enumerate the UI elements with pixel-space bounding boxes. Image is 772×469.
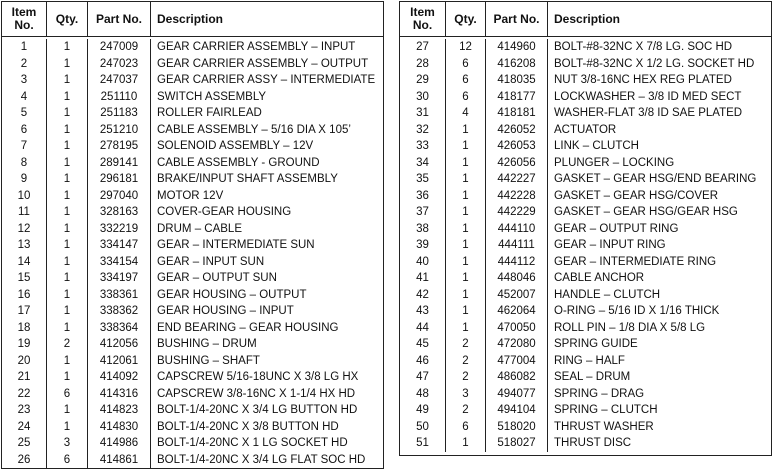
item-no-cell: 19 — [2, 336, 47, 353]
description-cell: GEAR HOUSING – INPUT — [157, 305, 294, 317]
item-no-cell: 7 — [2, 138, 47, 155]
table-row — [400, 353, 771, 370]
table-row — [2, 320, 383, 337]
part-no-cell: 251110 — [88, 89, 151, 106]
part-no-cell: 296181 — [88, 171, 151, 188]
part-no-cell: 518020 — [486, 419, 548, 436]
table-row — [400, 171, 771, 188]
table-row — [400, 303, 771, 320]
qty-cell: 1 — [47, 155, 88, 172]
item-no-cell: 25 — [2, 435, 47, 452]
description-cell: ROLL PIN – 1/8 DIA X 5/8 LG — [554, 321, 706, 334]
table-row — [2, 419, 383, 436]
qty-cell: 6 — [446, 72, 486, 89]
table-row — [400, 155, 771, 172]
qty-cell: 1 — [47, 402, 88, 419]
table-header — [400, 2, 771, 37]
qty-cell: 1 — [47, 303, 88, 320]
item-no-cell: 50 — [400, 419, 446, 436]
description-cell: BOLT-#8-32NC X 1/2 LG. SOCKET HD — [554, 57, 755, 70]
qty-cell: 1 — [446, 171, 486, 188]
part-no-cell: 334147 — [88, 237, 151, 254]
table-row — [400, 56, 771, 73]
description-cell: GEAR HOUSING – OUTPUT — [157, 288, 307, 301]
qty-cell: 3 — [446, 386, 486, 403]
part-no-cell: 247009 — [88, 39, 151, 56]
table-row — [400, 336, 771, 353]
part-no-cell: 418181 — [486, 105, 548, 122]
header-item-line2: No. — [412, 18, 433, 32]
header-item-line1: Item — [410, 5, 435, 19]
description-cell: BUSHING – DRUM — [157, 338, 257, 350]
item-no-cell: 23 — [2, 402, 47, 419]
qty-cell: 1 — [47, 254, 88, 271]
part-no-cell: 426053 — [486, 138, 548, 155]
part-no-cell: 412056 — [88, 336, 151, 353]
qty-cell: 12 — [446, 39, 486, 56]
qty-cell: 1 — [47, 221, 88, 238]
part-no-cell: 338364 — [88, 320, 151, 337]
table-row — [400, 39, 771, 56]
description-cell: GASKET – GEAR HSG/COVER — [554, 189, 719, 202]
table-row — [2, 452, 383, 469]
item-no-cell: 38 — [400, 221, 446, 238]
table-row — [2, 89, 383, 106]
qty-cell: 6 — [446, 56, 486, 73]
qty-cell: 1 — [47, 89, 88, 106]
part-no-cell: 452007 — [486, 287, 548, 304]
table-row — [400, 204, 771, 221]
qty-cell: 1 — [47, 237, 88, 254]
table-row — [400, 270, 771, 287]
qty-cell: 1 — [47, 105, 88, 122]
table-row — [2, 171, 383, 188]
qty-cell: 1 — [446, 138, 486, 155]
qty-cell: 1 — [47, 369, 88, 386]
part-no-cell: 418035 — [486, 72, 548, 89]
header-item-no — [2, 2, 47, 36]
description-cell: DRUM – CABLE — [157, 222, 242, 235]
description-cell: PLUNGER – LOCKING — [554, 156, 675, 169]
description-cell: SPRING – DRAG — [554, 387, 645, 400]
table-row — [2, 402, 383, 419]
part-no-cell: 414960 — [486, 39, 548, 56]
table-row — [2, 72, 383, 89]
item-no-cell: 32 — [400, 122, 446, 139]
description-cell: CABLE ASSEMBLY - GROUND — [157, 156, 320, 169]
part-no-cell: 338362 — [88, 303, 151, 320]
part-no-cell: 494104 — [486, 402, 548, 419]
part-no-cell: 414316 — [88, 386, 151, 403]
part-no-cell: 444110 — [486, 221, 548, 238]
description-cell: GEAR – OUTPUT RING — [554, 222, 679, 235]
qty-cell: 2 — [47, 336, 88, 353]
qty-cell: 1 — [47, 56, 88, 73]
description-cell: LINK – CLUTCH — [554, 140, 639, 152]
description-cell: LOCKWASHER – 3/8 ID MED SECT — [554, 90, 742, 103]
table-row — [400, 320, 771, 337]
parts-table-right — [399, 1, 772, 456]
qty-cell: 1 — [446, 221, 486, 238]
description-cell: ROLLER FAIRLEAD — [157, 107, 262, 119]
header-part-no: Part No. — [88, 2, 151, 36]
table-row — [2, 204, 383, 221]
part-no-cell: 414986 — [88, 435, 151, 452]
item-no-cell: 37 — [400, 204, 446, 221]
item-no-cell: 3 — [2, 72, 47, 89]
description-cell: BOLT-1/4-20NC X 1 LG SOCKET HD — [157, 437, 348, 449]
part-no-cell: 278195 — [88, 138, 151, 155]
qty-cell: 1 — [446, 155, 486, 172]
table-row — [2, 254, 383, 271]
table-row — [400, 419, 771, 436]
description-cell: END BEARING – GEAR HOUSING — [157, 321, 339, 334]
qty-cell: 1 — [47, 122, 88, 139]
item-no-cell: 41 — [400, 270, 446, 287]
description-cell: GEAR – OUTPUT SUN — [157, 272, 277, 284]
item-no-cell: 4 — [2, 89, 47, 106]
qty-cell: 1 — [47, 171, 88, 188]
item-no-cell: 12 — [2, 221, 47, 238]
part-no-cell: 444111 — [486, 237, 548, 254]
qty-cell: 1 — [47, 188, 88, 205]
item-no-cell: 39 — [400, 237, 446, 254]
table-body — [400, 37, 771, 452]
description-cell: BUSHING – SHAFT — [157, 354, 260, 367]
table-row — [2, 122, 383, 139]
description-cell: GEAR CARRIER ASSY – INTERMEDIATE — [157, 74, 376, 86]
item-no-cell: 18 — [2, 320, 47, 337]
item-no-cell: 8 — [2, 155, 47, 172]
item-no-cell: 42 — [400, 287, 446, 304]
part-no-cell: 442229 — [486, 204, 548, 221]
table-row — [400, 237, 771, 254]
table-header — [2, 2, 383, 37]
item-no-cell: 48 — [400, 386, 446, 403]
item-no-cell: 5 — [2, 105, 47, 122]
description-cell: MOTOR 12V — [157, 189, 224, 202]
item-no-cell: 45 — [400, 336, 446, 353]
item-no-cell: 29 — [400, 72, 446, 89]
description-cell: BOLT-1/4-20NC X 3/4 LG FLAT SOC HD — [157, 453, 366, 466]
description-cell: SPRING GUIDE — [554, 338, 638, 350]
item-no-cell: 26 — [2, 452, 47, 469]
header-description: Description — [554, 11, 621, 26]
part-no-cell: 462064 — [486, 303, 548, 320]
description-cell: CABLE ASSEMBLY – 5/16 DIA X 105’ — [157, 123, 351, 136]
table-row — [2, 56, 383, 73]
description-cell: CAPSCREW 3/8-16NC X 1-1/4 HX HD — [157, 387, 356, 400]
description-cell: BOLT-#8-32NC X 7/8 LG. SOC HD — [554, 41, 733, 53]
description-cell: SPRING – CLUTCH — [554, 404, 658, 416]
qty-cell: 6 — [47, 386, 88, 403]
parts-table-left — [1, 1, 384, 469]
header-item-no — [400, 2, 446, 36]
item-no-cell: 16 — [2, 287, 47, 304]
table-row — [2, 369, 383, 386]
qty-cell: 1 — [446, 204, 486, 221]
table-row — [400, 254, 771, 271]
table-row — [2, 138, 383, 155]
qty-cell: 2 — [446, 402, 486, 419]
description-cell: BRAKE/INPUT SHAFT ASSEMBLY — [157, 173, 338, 185]
description-cell: GEAR – INTERMEDIATE RING — [554, 255, 717, 268]
qty-cell: 1 — [446, 320, 486, 337]
qty-cell: 1 — [446, 303, 486, 320]
description-cell: COVER-GEAR HOUSING — [157, 206, 292, 218]
part-no-cell: 414861 — [88, 452, 151, 469]
qty-cell: 1 — [47, 72, 88, 89]
qty-cell: 2 — [446, 369, 486, 386]
table-row — [400, 386, 771, 403]
description-cell: GEAR – INPUT SUN — [157, 255, 265, 268]
part-no-cell: 426056 — [486, 155, 548, 172]
description-cell: GEAR CARRIER ASSEMBLY – OUTPUT — [157, 57, 369, 70]
table-row — [2, 353, 383, 370]
part-no-cell: 486082 — [486, 369, 548, 386]
qty-cell: 1 — [446, 287, 486, 304]
item-no-cell: 2 — [2, 56, 47, 73]
part-no-cell: 338361 — [88, 287, 151, 304]
part-no-cell: 334154 — [88, 254, 151, 271]
item-no-cell: 13 — [2, 237, 47, 254]
table-row — [2, 105, 383, 122]
item-no-cell: 14 — [2, 254, 47, 271]
table-row — [2, 435, 383, 452]
item-no-cell: 6 — [2, 122, 47, 139]
item-no-cell: 49 — [400, 402, 446, 419]
table-row — [400, 287, 771, 304]
item-no-cell: 27 — [400, 39, 446, 56]
part-no-cell: 418177 — [486, 89, 548, 106]
qty-cell: 1 — [47, 320, 88, 337]
description-cell: GASKET – GEAR HSG/END BEARING — [554, 173, 757, 185]
table-row — [2, 386, 383, 403]
header-part-no: Part No. — [486, 2, 548, 36]
table-row — [2, 303, 383, 320]
qty-cell: 2 — [446, 353, 486, 370]
description-cell: HANDLE – CLUTCH — [554, 288, 661, 301]
item-no-cell: 22 — [2, 386, 47, 403]
part-no-cell: 332219 — [88, 221, 151, 238]
part-no-cell: 416208 — [486, 56, 548, 73]
description-cell: SWITCH ASSEMBLY — [157, 90, 267, 103]
item-no-cell: 51 — [400, 435, 446, 452]
qty-cell: 1 — [446, 237, 486, 254]
part-no-cell: 477004 — [486, 353, 548, 370]
header-description: Description — [157, 11, 224, 26]
description-cell: THRUST DISC — [554, 437, 632, 449]
part-no-cell: 289141 — [88, 155, 151, 172]
item-no-cell: 11 — [2, 204, 47, 221]
table-row — [2, 221, 383, 238]
description-cell: ACTUATOR — [554, 123, 617, 136]
qty-cell: 1 — [47, 287, 88, 304]
item-no-cell: 15 — [2, 270, 47, 287]
qty-cell: 1 — [446, 254, 486, 271]
table-row — [400, 221, 771, 238]
item-no-cell: 47 — [400, 369, 446, 386]
item-no-cell: 43 — [400, 303, 446, 320]
part-no-cell: 444112 — [486, 254, 548, 271]
qty-cell: 1 — [446, 122, 486, 139]
item-no-cell: 35 — [400, 171, 446, 188]
description-cell: RING – HALF — [554, 354, 625, 367]
item-no-cell: 36 — [400, 188, 446, 205]
description-cell: GEAR CARRIER ASSEMBLY – INPUT — [157, 41, 356, 53]
part-no-cell: 442227 — [486, 171, 548, 188]
part-no-cell: 414830 — [88, 419, 151, 436]
qty-cell: 6 — [47, 452, 88, 469]
item-no-cell: 17 — [2, 303, 47, 320]
qty-cell: 1 — [47, 204, 88, 221]
part-no-cell: 426052 — [486, 122, 548, 139]
table-row — [400, 188, 771, 205]
qty-cell: 1 — [47, 419, 88, 436]
item-no-cell: 31 — [400, 105, 446, 122]
description-cell: BOLT-1/4-20NC X 3/4 LG BUTTON HD — [157, 404, 358, 416]
table-row — [400, 369, 771, 386]
qty-cell: 1 — [446, 435, 486, 452]
table-row — [2, 237, 383, 254]
qty-cell: 4 — [446, 105, 486, 122]
qty-cell: 1 — [446, 188, 486, 205]
description-cell: CABLE ANCHOR — [554, 272, 645, 284]
item-no-cell: 40 — [400, 254, 446, 271]
description-cell: GEAR – INPUT RING — [554, 239, 666, 251]
qty-cell: 6 — [446, 89, 486, 106]
item-no-cell: 28 — [400, 56, 446, 73]
table-row — [2, 188, 383, 205]
table-row — [400, 138, 771, 155]
header-qty: Qty. — [446, 2, 486, 36]
part-no-cell: 470050 — [486, 320, 548, 337]
table-row — [2, 270, 383, 287]
part-no-cell: 494077 — [486, 386, 548, 403]
item-no-cell: 20 — [2, 353, 47, 370]
table-row — [400, 89, 771, 106]
table-body — [2, 37, 383, 468]
header-item-line1: Item — [11, 5, 37, 19]
item-no-cell: 24 — [2, 419, 47, 436]
description-cell: SEAL – DRUM — [554, 371, 631, 383]
qty-cell: 1 — [47, 39, 88, 56]
table-row — [400, 435, 771, 452]
qty-cell: 1 — [47, 353, 88, 370]
item-no-cell: 33 — [400, 138, 446, 155]
qty-cell: 3 — [47, 435, 88, 452]
part-no-cell: 414823 — [88, 402, 151, 419]
header-qty: Qty. — [47, 2, 88, 36]
part-no-cell: 247023 — [88, 56, 151, 73]
part-no-cell: 251210 — [88, 122, 151, 139]
part-no-cell: 448046 — [486, 270, 548, 287]
part-no-cell: 328163 — [88, 204, 151, 221]
item-no-cell: 10 — [2, 188, 47, 205]
table-row — [400, 105, 771, 122]
part-no-cell: 251183 — [88, 105, 151, 122]
part-no-cell: 472080 — [486, 336, 548, 353]
part-no-cell: 414092 — [88, 369, 151, 386]
qty-cell: 1 — [47, 270, 88, 287]
part-no-cell: 334197 — [88, 270, 151, 287]
table-row — [400, 122, 771, 139]
part-no-cell: 518027 — [486, 435, 548, 452]
qty-cell: 6 — [446, 419, 486, 436]
table-row — [2, 155, 383, 172]
item-no-cell: 44 — [400, 320, 446, 337]
item-no-cell: 34 — [400, 155, 446, 172]
item-no-cell: 21 — [2, 369, 47, 386]
description-cell: NUT 3/8-16NC HEX REG PLATED — [554, 74, 732, 86]
qty-cell: 1 — [47, 138, 88, 155]
part-no-cell: 442228 — [486, 188, 548, 205]
qty-cell: 1 — [446, 270, 486, 287]
description-cell: WASHER-FLAT 3/8 ID SAE PLATED — [554, 107, 743, 119]
part-no-cell: 412061 — [88, 353, 151, 370]
qty-cell: 2 — [446, 336, 486, 353]
item-no-cell: 46 — [400, 353, 446, 370]
table-row — [2, 39, 383, 56]
description-cell: THRUST WASHER — [554, 420, 654, 433]
description-cell: GEAR – INTERMEDIATE SUN — [157, 239, 315, 251]
description-cell: BOLT-1/4-20NC X 3/8 BUTTON HD — [157, 420, 339, 433]
table-row — [2, 287, 383, 304]
table-row — [400, 72, 771, 89]
description-cell: O-RING – 5/16 ID X 1/16 THICK — [554, 305, 720, 317]
description-cell: SOLENOID ASSEMBLY – 12V — [157, 140, 314, 152]
part-no-cell: 247037 — [88, 72, 151, 89]
header-item-line2: No. — [14, 18, 34, 32]
description-cell: GASKET – GEAR HSG/GEAR HSG — [554, 206, 738, 218]
item-no-cell: 30 — [400, 89, 446, 106]
description-cell: CAPSCREW 5/16-18UNC X 3/8 LG HX — [157, 371, 359, 383]
part-no-cell: 297040 — [88, 188, 151, 205]
item-no-cell: 9 — [2, 171, 47, 188]
table-row — [2, 336, 383, 353]
table-row — [400, 402, 771, 419]
item-no-cell: 1 — [2, 39, 47, 56]
